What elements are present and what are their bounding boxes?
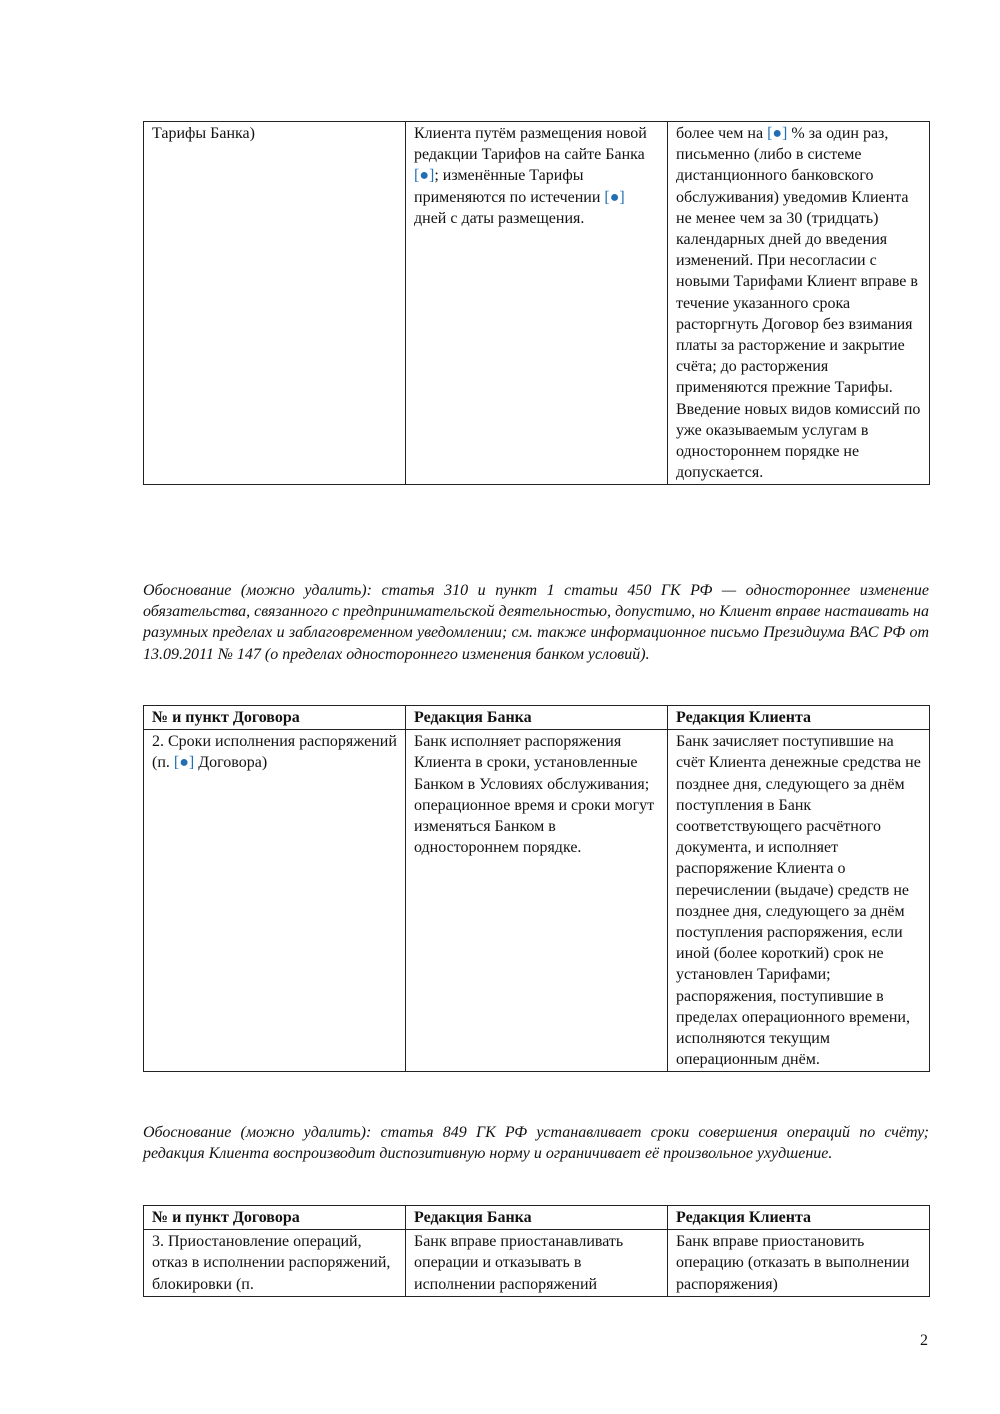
bank-version-cell: Клиента путём размещения новой редакции Тарифов на сайте Банка [●]; изменённые Тарифы применяются по истечении [●] дней с даты размещения. (406, 122, 668, 485)
justification-note-2: Обоснование (можно удалить): статья 849 ГК РФ устанавливает сроки совершения операций по счёту; редакция Клиента воспроизводит диспозитивную норму и ограничивает её произвольное ухудшение. (143, 1124, 929, 1163)
execution-terms-table (143, 705, 930, 1072)
suspension-table (143, 1205, 930, 1297)
page-number: 2 (920, 1332, 928, 1349)
header-clause: № и пункт Договора (144, 1206, 406, 1230)
header-client-version: Редакция Клиента (668, 1206, 930, 1230)
table-header-row (144, 1206, 930, 1230)
table-row (144, 730, 930, 1072)
header-bank-version: Редакция Банка (406, 706, 668, 730)
client-version-cell: Банк вправе приостановить операцию (отказать в выполнении распоряжения) (668, 1230, 930, 1297)
header-clause: № и пункт Договора (144, 706, 406, 730)
bank-version-cell: Банк вправе приостанавливать операции и отказывать в исполнении распоряжений (406, 1230, 668, 1297)
clause-cell: 2. Сроки исполнения распоряжений (п. [●] Договора) (144, 730, 406, 1072)
client-version-cell: более чем на [●] % за один раз, письменно (либо в системе дистанционного банковского обслуживания) уведомив Клиента не менее чем за 30 (тридцать) календарных дней до введения изменений. При несогласии с новыми Тарифами Клиент вправе в течение указанного срока расторгнуть Договор без взимания платы за расторжение и закрытие счёта; до расторжения применяются прежние Тарифы. Введение новых видов комиссий по уже оказываемым услугам в одностороннем порядке не допускается. (668, 122, 930, 485)
justification-note-1: Обоснование (можно удалить): статья 310 и пункт 1 статьи 450 ГК РФ — одностороннее изменение обязательства, связанного с предпринимательской деятельностью, допустимо, но Клиент вправе настаивать на разумных пределах и заблаговременном уведомлении; см. также информационное письмо Президиума ВАС РФ от 13.09.2011 № 147 (о пределах одностороннего изменения банком условий). (143, 582, 929, 663)
clause-cell: 3. Приостановление операций, отказ в исполнении распоряжений, блокировки (п. (144, 1230, 406, 1297)
header-client-version: Редакция Клиента (668, 706, 930, 730)
clause-cell: Тарифы Банка) (144, 122, 406, 485)
placeholder-mark: [●] (173, 754, 195, 772)
table-row (144, 1230, 930, 1297)
placeholder-mark: [●] (604, 188, 625, 206)
placeholder-mark: [●] (414, 167, 435, 185)
placeholder-mark: [●] (767, 125, 788, 142)
client-version-cell: Банк зачисляет поступившие на счёт Клиента денежные средства не позднее дня, следующего за днём поступления в Банк соответствующего расчётного документа, и исполняет распоряжение Клиента о перечислении (выдаче) средств не позднее дня, следующего за днём поступления распоряжения, если иной (более короткий) срок не установлен Тарифами; распоряжения, поступившие в пределах операционного времени, исполняются текущим операционным днём. (668, 730, 930, 1072)
table-row (144, 122, 930, 485)
header-bank-version: Редакция Банка (406, 1206, 668, 1230)
table-header-row (144, 706, 930, 730)
bank-version-cell: Банк исполняет распоряжения Клиента в сроки, установленные Банком в Условиях обслуживания; операционное время и сроки могут изменяться Банком в одностороннем порядке. (406, 730, 668, 1072)
tariffs-table (143, 121, 930, 485)
